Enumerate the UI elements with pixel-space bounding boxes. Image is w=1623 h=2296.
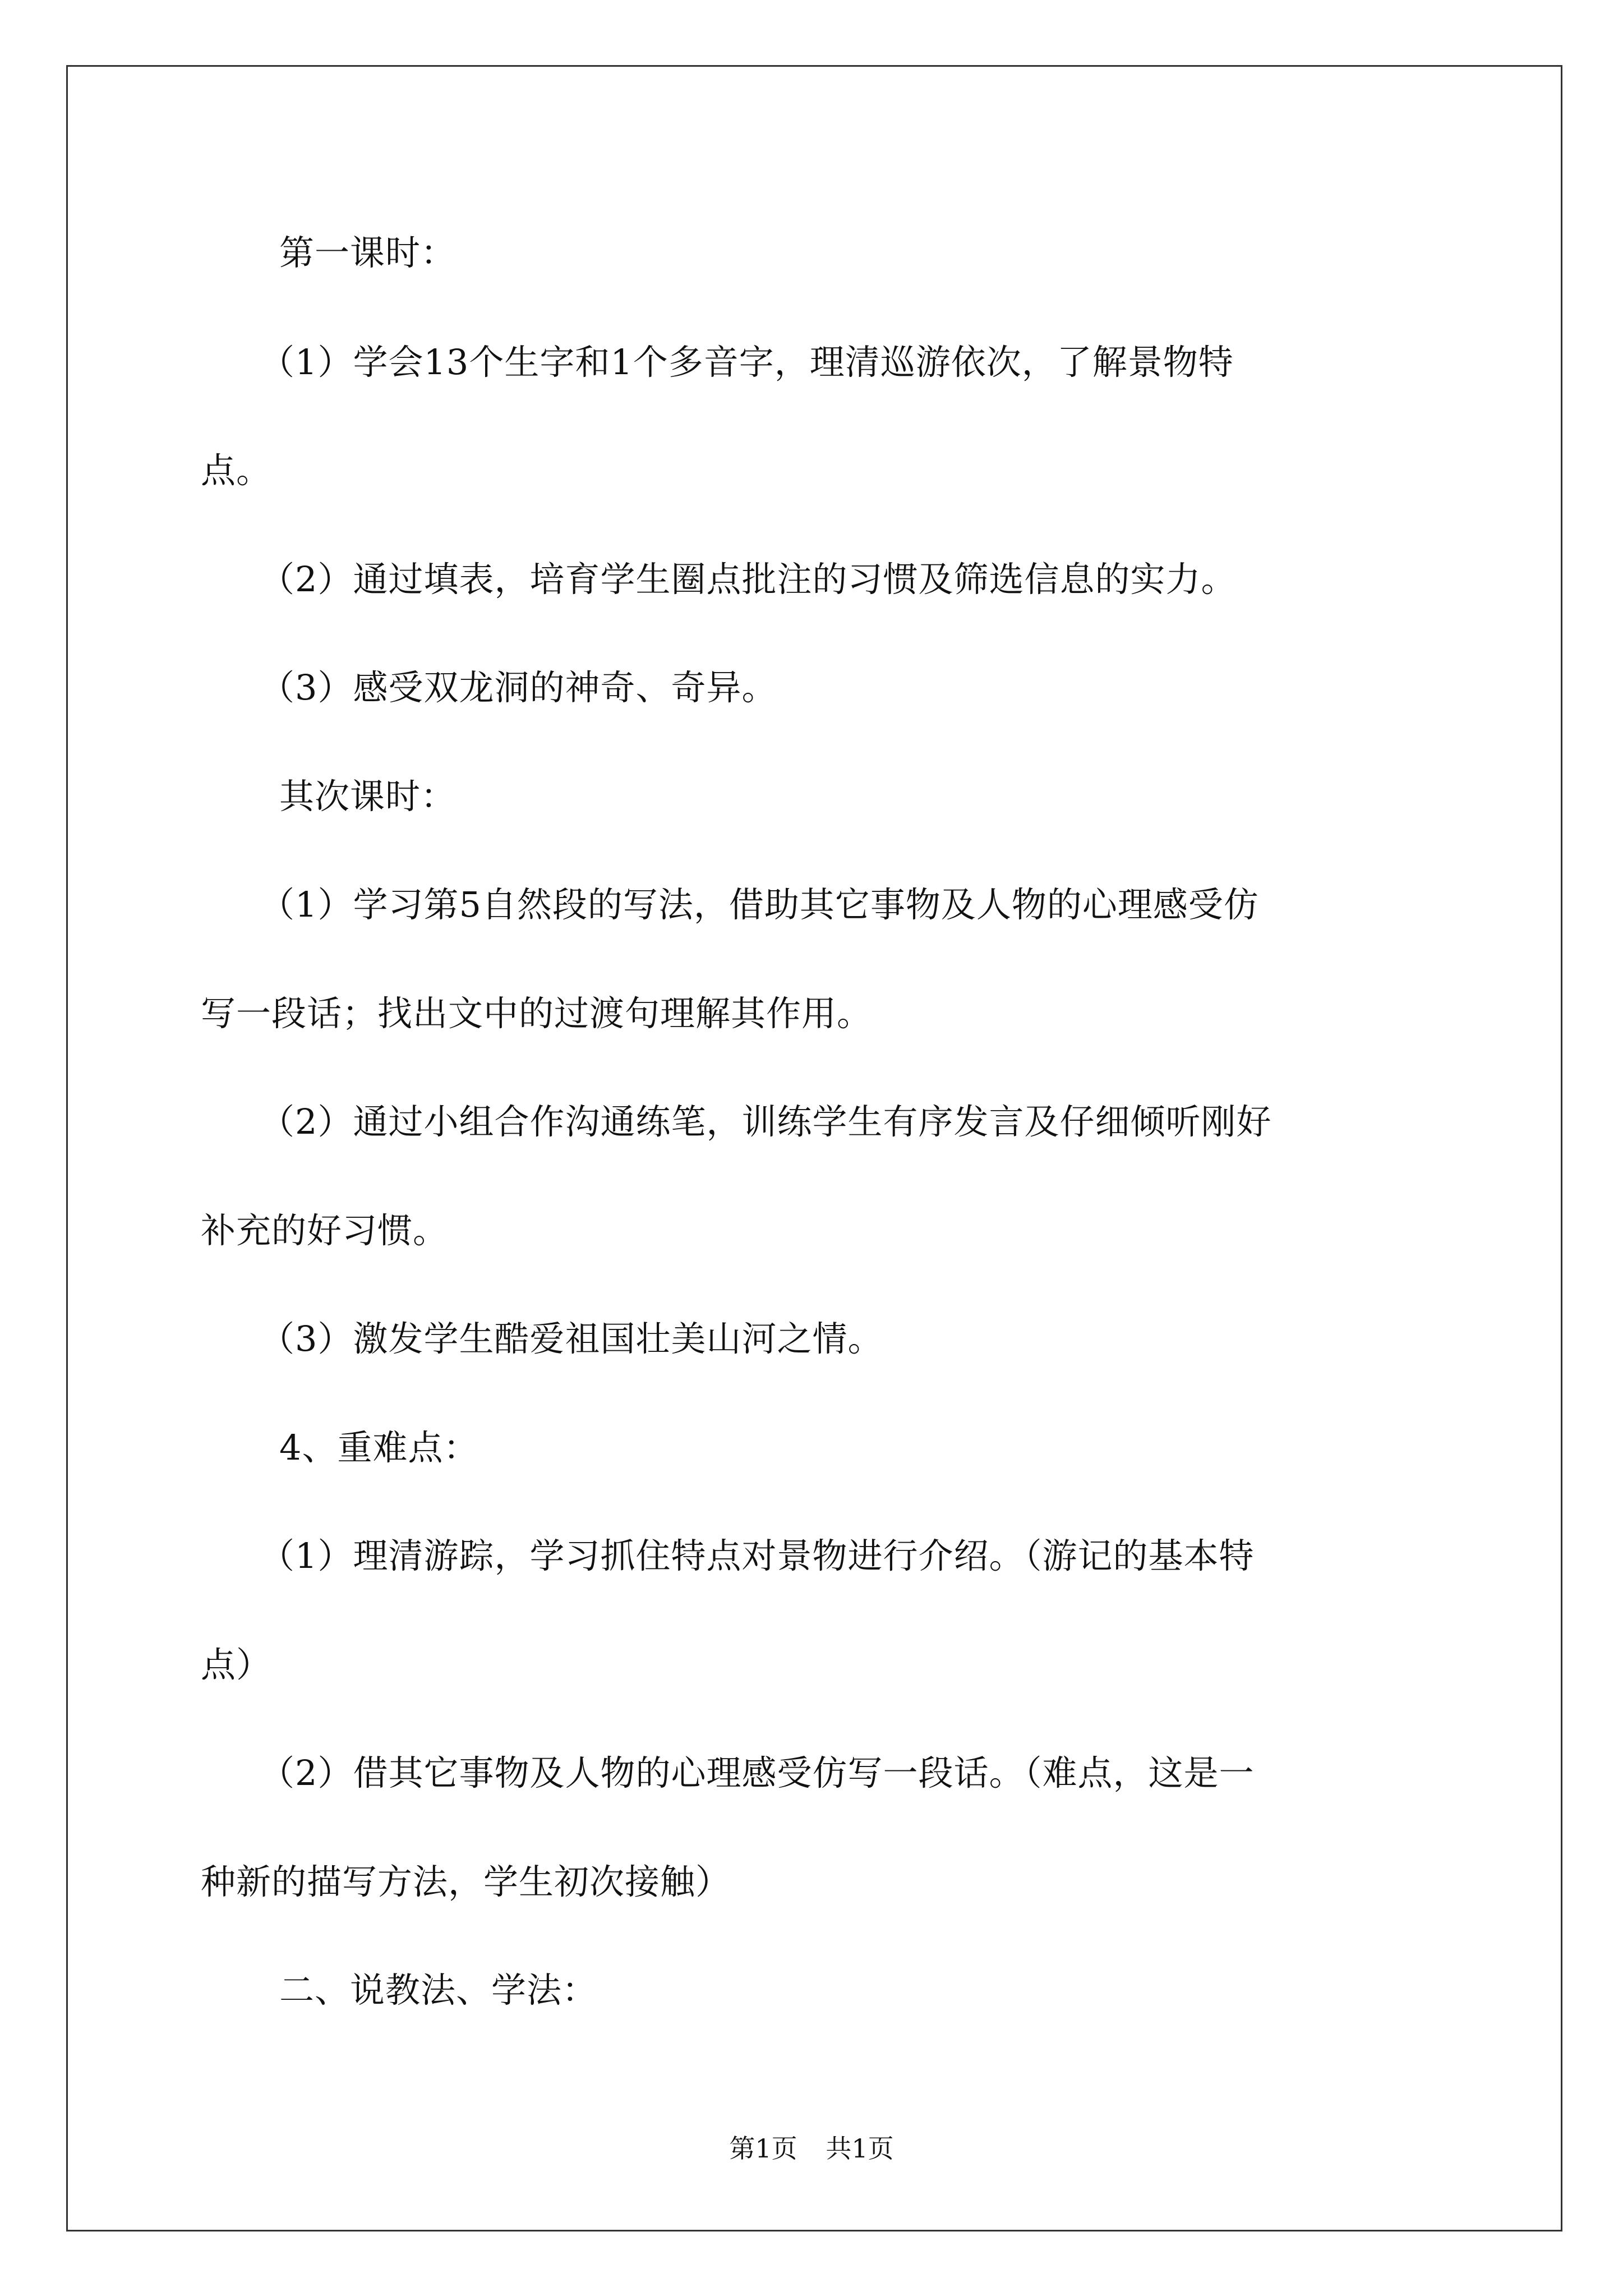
paragraph-line: （2）通过填表，培育学生圈点批注的习惯及筛选信息的实力。 xyxy=(260,559,1237,600)
page-number: 第1页 xyxy=(729,2133,797,2164)
paragraph-line: （2）通过小组合作沟通练笔，训练学生有序发言及仔细倾听刚好 xyxy=(260,1101,1272,1142)
paragraph-line: （1）学习第5自然段的写法，借助其它事物及人物的心理感受仿 xyxy=(260,884,1259,925)
section-heading-lesson-two: 其次课时： xyxy=(279,776,457,817)
paragraph-line: （3）激发学生酷爱祖国壮美山河之情。 xyxy=(260,1318,883,1359)
section-heading-methods: 二、说教法、学法： xyxy=(279,1970,598,2010)
paragraph-line: （3）感受双龙洞的神奇、奇异。 xyxy=(260,667,777,708)
paragraph-line: 种新的描写方法，学生初次接触） xyxy=(201,1861,731,1902)
paragraph-line: （2）借其它事物及人物的心理感受仿写一段话。（难点，这是一 xyxy=(260,1752,1255,1793)
paragraph-line: 补充的好习惯。 xyxy=(201,1210,449,1251)
page-total: 共1页 xyxy=(826,2133,894,2164)
section-heading-key-points: 4、重难点： xyxy=(279,1427,479,1468)
page-footer xyxy=(0,2133,1623,2164)
section-heading-lesson-one: 第一课时： xyxy=(279,232,457,273)
paragraph-line: 写一段话；找出文中的过渡句理解其作用。 xyxy=(201,993,873,1034)
paragraph-line: 点。 xyxy=(201,450,272,491)
paragraph-line: 点） xyxy=(201,1644,272,1685)
paragraph-line: （1）学会13个生字和1个多音字，理清巡游依次，了解景物特 xyxy=(260,342,1234,383)
paragraph-line: （1）理清游踪，学习抓住特点对景物进行介绍。（游记的基本特 xyxy=(260,1535,1255,1576)
page-border xyxy=(66,65,1562,2231)
